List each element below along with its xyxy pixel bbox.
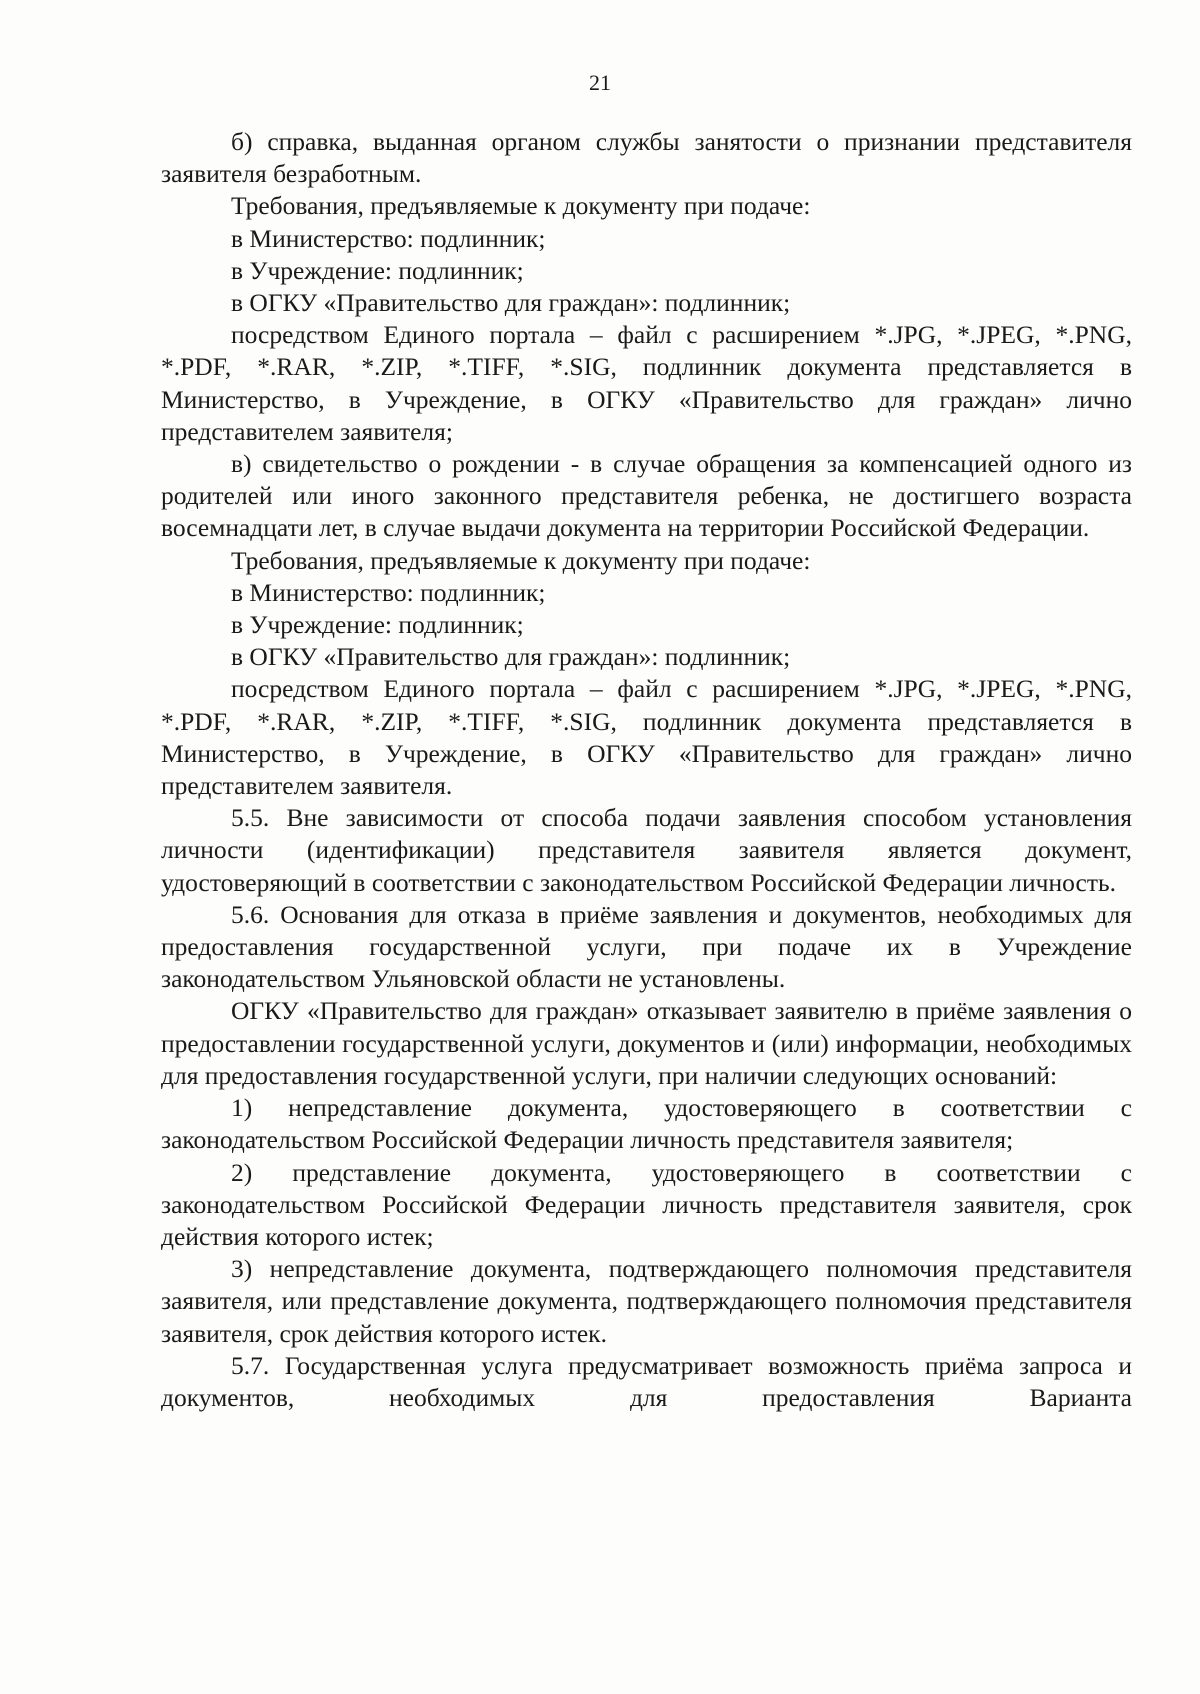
document-body	[161, 126, 1132, 1414]
paragraph-ministry-original: в Министерство: подлинник;	[231, 223, 546, 253]
paragraph-item-b: б) справка, выданная органом службы занятости о признании представителя заявителя безработным.	[161, 127, 1132, 189]
paragraph-requirements-heading: Требования, предъявляемые к документу при подаче:	[231, 191, 811, 221]
paragraph-ground-3: 3) непредставление документа, подтверждающего полномочия представителя заявителя, или представление документа, подтверждающего полномочия представителя заявителя, срок действия которого истек.	[161, 1254, 1132, 1348]
paragraph-ground-1: 1) непредставление документа, удостоверяющего в соответствии с законодательством Российской Федерации личность представителя заявителя;	[161, 1093, 1132, 1155]
paragraph-ogku-original: в ОГКУ «Правительство для граждан»: подлинник;	[231, 642, 791, 672]
paragraph-ogku-original: в ОГКУ «Правительство для граждан»: подлинник;	[231, 288, 791, 318]
paragraph-requirements-heading: Требования, предъявляемые к документу при подаче:	[231, 545, 811, 575]
paragraph-item-v: в) свидетельство о рождении - в случае обращения за компенсацией одного из родителей или иного законного представителя ребенка, не достигшего возраста восемнадцати лет, в случае выдачи документа на территории Российской Федерации.	[161, 449, 1132, 543]
paragraph-section-5-6: 5.6. Основания для отказа в приёме заявления и документов, необходимых для предоставления государственной услуги, при подаче их в Учреждение законодательством Ульяновской области не установлены.	[161, 899, 1132, 994]
paragraph-ministry-original: в Министерство: подлинник;	[231, 577, 546, 607]
paragraph-institution-original: в Учреждение: подлинник;	[231, 255, 524, 285]
paragraph-ground-2: 2) представление документа, удостоверяющего в соответствии с законодательством Российской Федерации личность представителя заявителя, срок действия которого истек;	[161, 1157, 1132, 1251]
paragraph-portal-file-types: посредством Единого портала – файл с расширением *.JPG, *.JPEG, *.PNG, *.PDF, *.RAR, *.ZIP, *.TIFF, *.SIG, подлинник документа представляется в Министерство, в Учреждение, в ОГКУ «Правительство для граждан» лично представителем заявителя;	[161, 320, 1132, 446]
paragraph-ogku-refusal: ОГКУ «Правительство для граждан» отказывает заявителю в приёме заявления о предоставлении государственной услуги, документов и (или) информации, необходимых для предоставления государственной услуги, при наличии следующих оснований:	[161, 996, 1132, 1090]
paragraph-section-5-7: 5.7. Государственная услуга предусматривает возможность приёма запроса и документов, необходимых для предоставления Варианта	[161, 1350, 1132, 1412]
page-number: 21	[589, 70, 611, 95]
paragraph-section-5-5: 5.5. Вне зависимости от способа подачи заявления способом установления личности (идентификации) представителя заявителя является документ, удостоверяющий в соответствии с законодательством Российской Федерации личность.	[161, 803, 1132, 897]
paragraph-portal-file-types: посредством Единого портала – файл с расширением *.JPG, *.JPEG, *.PNG, *.PDF, *.RAR, *.ZIP, *.TIFF, *.SIG, подлинник документа представляется в Министерство, в Учреждение, в ОГКУ «Правительство для граждан» лично представителем заявителя.	[161, 674, 1132, 801]
paragraph-institution-original: в Учреждение: подлинник;	[231, 610, 524, 640]
